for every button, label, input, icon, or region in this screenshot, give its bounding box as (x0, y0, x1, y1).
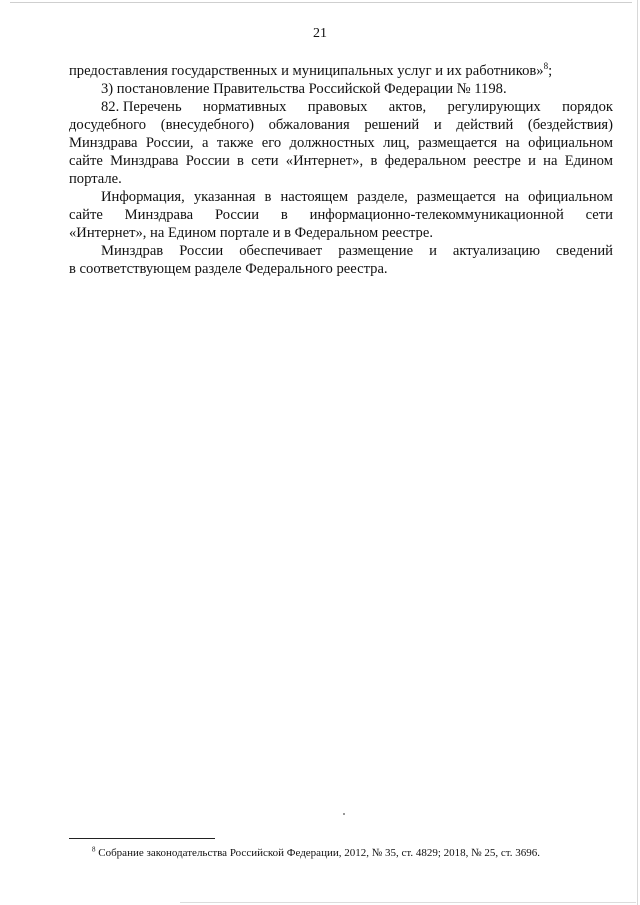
word: информационно-телекоммуникационной (309, 207, 564, 223)
info-paragraph-line-2 (69, 206, 613, 224)
info-paragraph-line-1 (101, 188, 613, 206)
word: и (429, 243, 437, 259)
word: досудебного (69, 117, 147, 133)
text-line-1 (69, 62, 613, 80)
text-line-1-end: ; (548, 63, 553, 79)
word: Информация, (101, 189, 185, 205)
word: действий (456, 117, 514, 133)
paragraph-82-line-1 (101, 98, 613, 116)
word: размещение (338, 243, 414, 259)
word: размещается (416, 189, 496, 205)
word: также (216, 135, 254, 151)
item-3-line: 3) постановление Правительства Российской Федерации № 1198. (101, 81, 507, 97)
word: лиц, (383, 135, 410, 151)
word: на (505, 135, 520, 151)
word: в (370, 153, 378, 169)
word: правовых (307, 99, 368, 115)
minzdrav-paragraph-line-1 (101, 242, 613, 260)
word: и (528, 153, 536, 169)
word: на (543, 153, 558, 169)
word: настоящем (280, 189, 349, 205)
word: решений (364, 117, 420, 133)
footnote-8 (92, 847, 540, 859)
word: Минздрава (69, 135, 138, 151)
scan-edge-bottom (180, 902, 636, 903)
word: Едином (564, 153, 613, 169)
word: сети (585, 207, 613, 223)
word: (бездействия) (527, 117, 613, 133)
scan-speck (343, 813, 345, 815)
word: «Интернет», (285, 153, 364, 169)
scan-edge-top (10, 2, 632, 3)
page-number: 21 (313, 26, 327, 41)
word: актуализацию (452, 243, 541, 259)
word: актов, (388, 99, 427, 115)
footnote-text: Собрание законодательства Российской Федерации, 2012, № 35, ст. 4829; 2018, № 25, ст. 3696. (98, 847, 540, 859)
word: а (201, 135, 209, 151)
word: Минздрава (124, 207, 194, 223)
paragraph-82-line-3 (69, 134, 613, 152)
word: обжалования (268, 117, 350, 133)
word: официальном (528, 189, 613, 205)
footnote-separator (69, 838, 215, 839)
minzdrav-paragraph-line-2: в соответствующем разделе Федерального реестра. (69, 261, 388, 277)
word: сайте (69, 207, 103, 223)
word: официальном (528, 135, 613, 151)
paragraph-82-line-2 (69, 116, 613, 134)
paragraph-82-line-4 (69, 152, 613, 170)
word: сведений (556, 243, 613, 259)
word: сети (251, 153, 279, 169)
text-line-1-content: предоставления государственных и муниципальных услуг и их работников» (69, 63, 544, 79)
word: порядок (562, 99, 613, 115)
paragraph-82-line-5: портале. (69, 171, 122, 187)
footnote-marker: 8 (92, 845, 96, 854)
word: в (280, 207, 288, 223)
word: России (185, 153, 230, 169)
word: его (261, 135, 282, 151)
document-body (69, 62, 613, 278)
word: в (237, 153, 244, 169)
word: (внесудебного) (160, 117, 254, 133)
word: России (179, 243, 224, 259)
word: должностных (289, 135, 375, 151)
word: 82. Перечень (101, 99, 182, 115)
word: сайте (69, 153, 103, 169)
word: федеральном (384, 153, 467, 169)
word: реестре (473, 153, 521, 169)
word: указанная (193, 189, 256, 205)
word: регулирующих (447, 99, 541, 115)
info-paragraph-line-3: «Интернет», на Едином портале и в Федеральном реестре. (69, 225, 433, 241)
word: в (264, 189, 272, 205)
word: размещается (418, 135, 498, 151)
word: на (504, 189, 520, 205)
word: Минздрава (110, 153, 179, 169)
word: нормативных (202, 99, 287, 115)
scan-edge-right (637, 0, 638, 905)
word: России, (145, 135, 194, 151)
word: разделе, (357, 189, 408, 205)
word: Минздрав (101, 243, 164, 259)
footnote-ref-8: 8 (543, 61, 549, 72)
word: России (215, 207, 260, 223)
word: обеспечивает (239, 243, 323, 259)
word: и (433, 117, 442, 133)
